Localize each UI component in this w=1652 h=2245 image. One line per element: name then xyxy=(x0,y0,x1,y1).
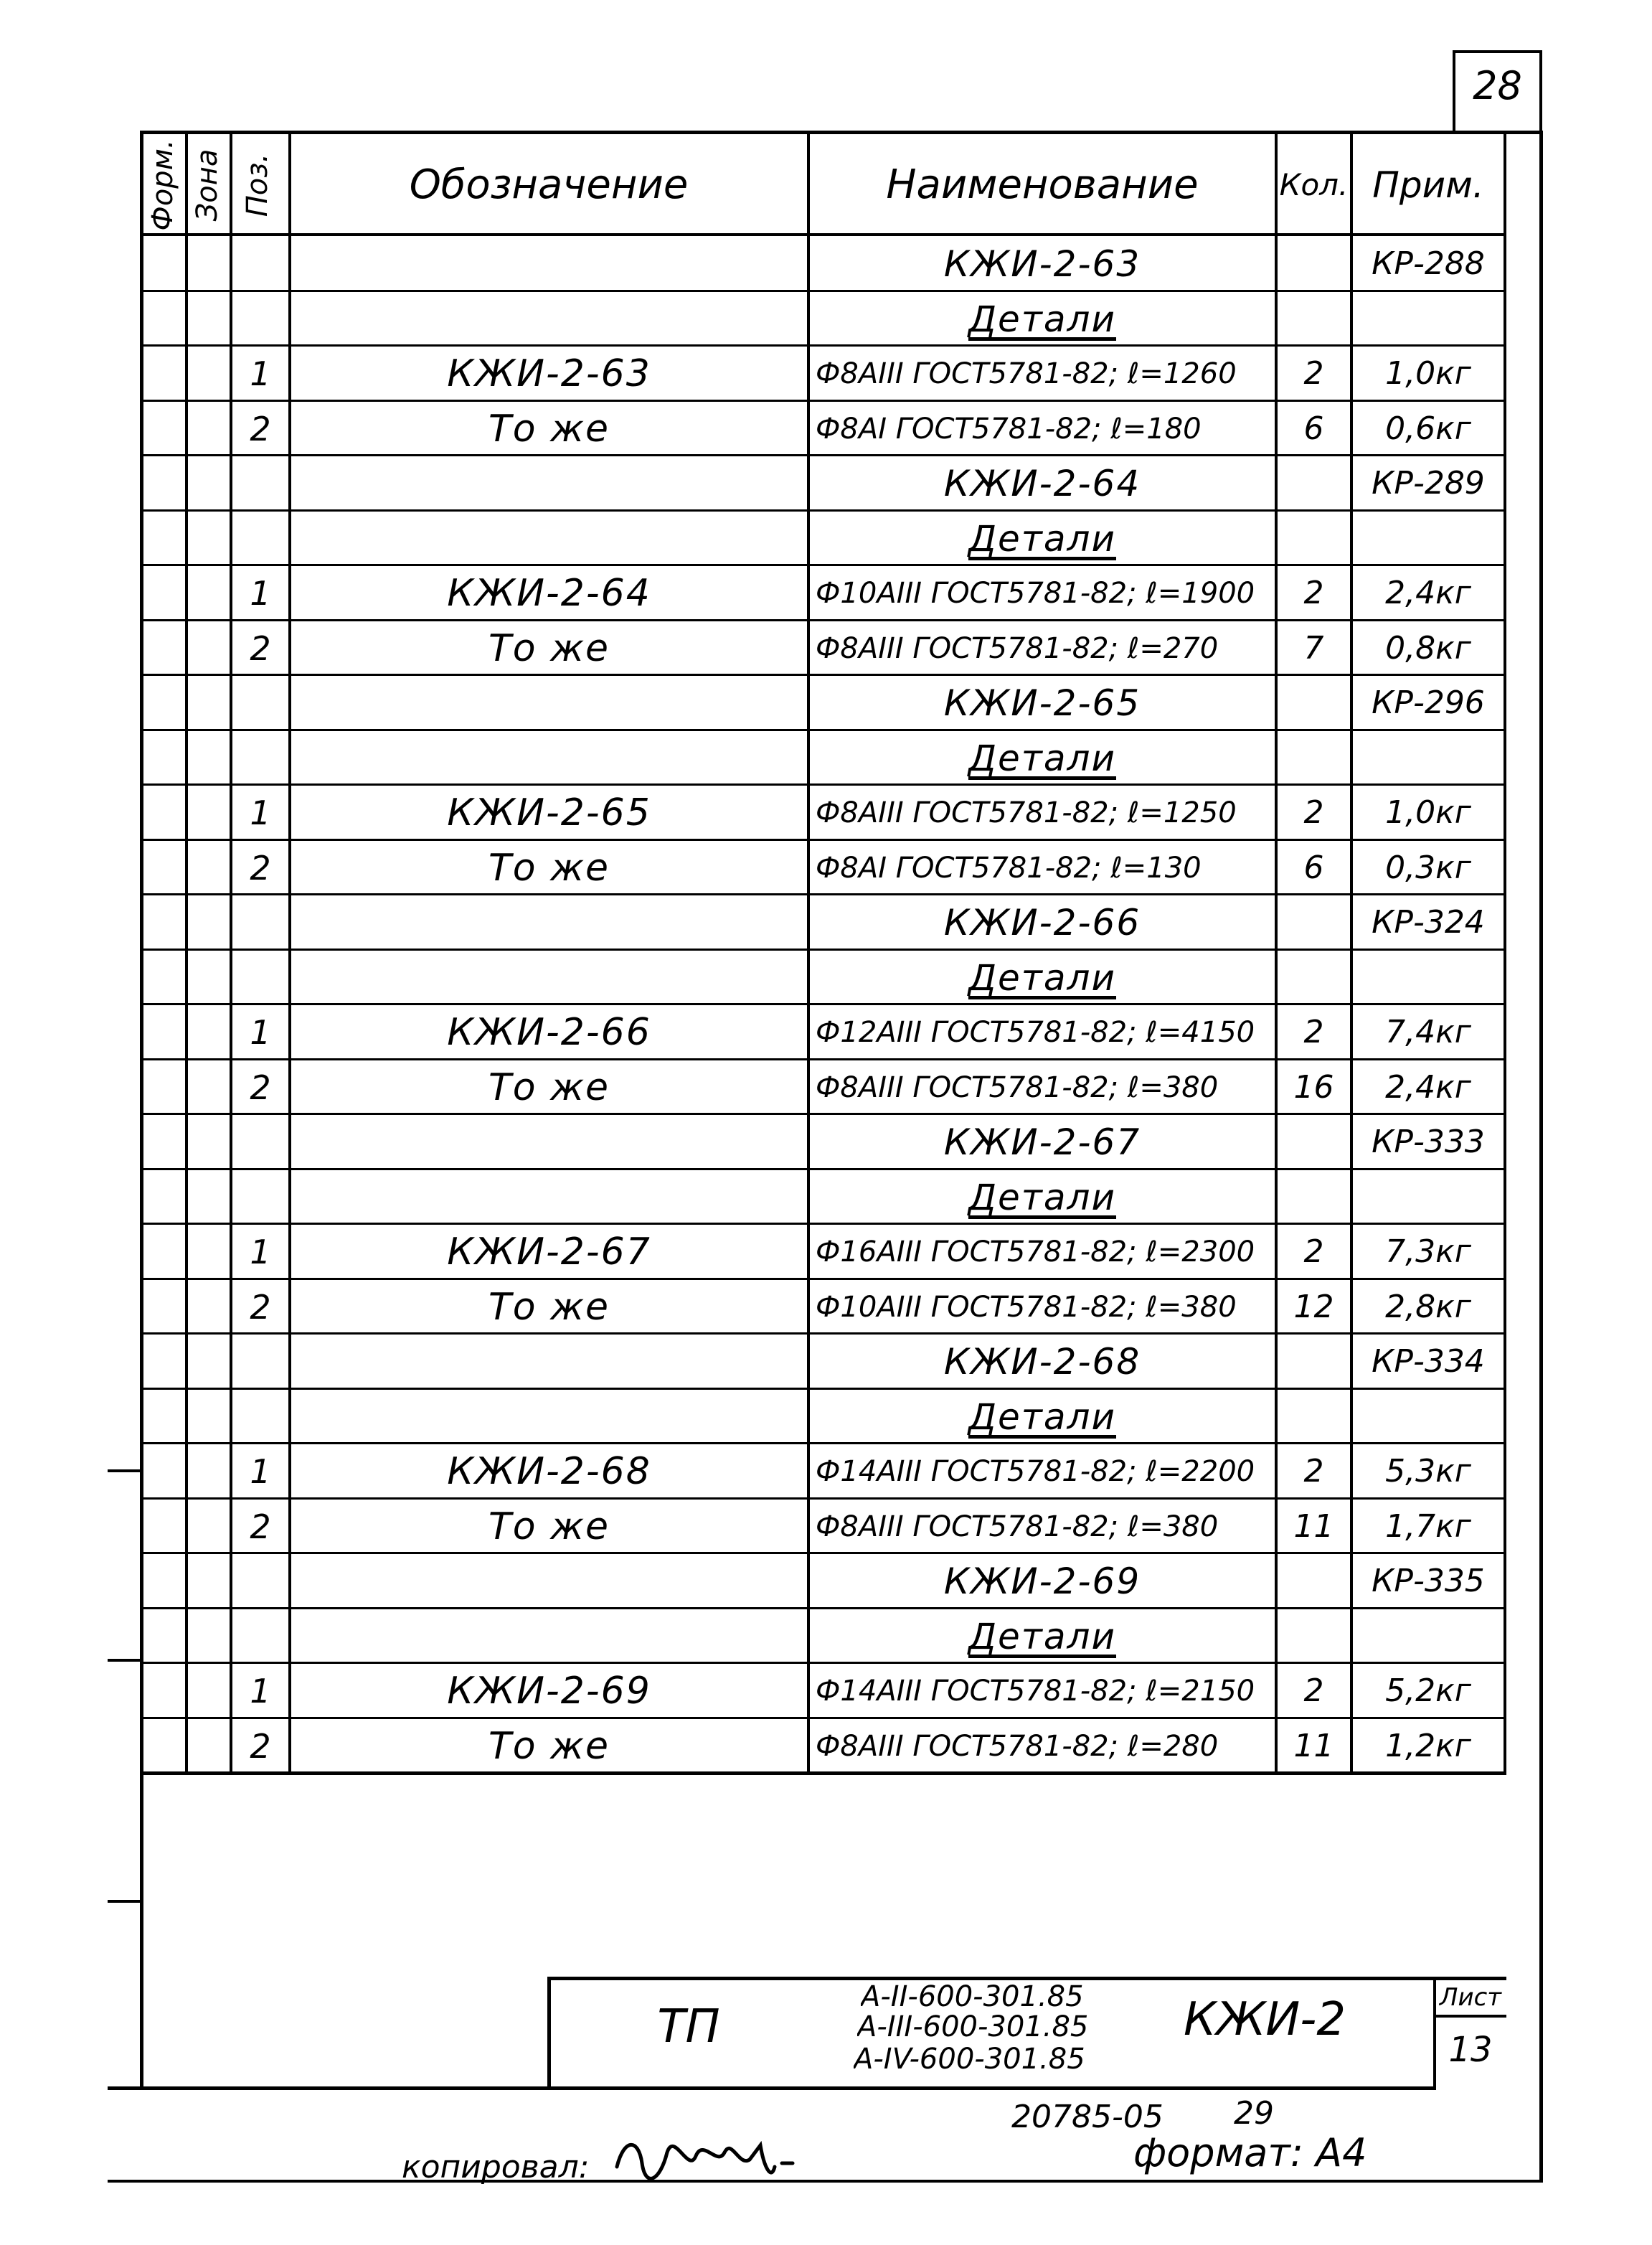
row-note: 0,3кг xyxy=(1385,849,1471,886)
row-designation: То же xyxy=(488,1065,610,1109)
row-name: Ф10АIII ГОСТ5781-82; ℓ=1900 xyxy=(816,576,1255,610)
row-quantity: 7 xyxy=(1303,630,1324,667)
row-position xyxy=(232,1389,288,1444)
row-note: 5,3кг xyxy=(1385,1453,1471,1489)
row-note: 7,3кг xyxy=(1385,1233,1471,1270)
row-assembly-title: КЖИ-2-63 xyxy=(943,243,1141,285)
header-name: Наименование xyxy=(886,161,1199,208)
row-quantity xyxy=(1278,895,1350,950)
signature-image xyxy=(610,2124,796,2188)
row-quantity: 2 xyxy=(1303,1453,1324,1489)
row-designation xyxy=(291,511,807,566)
row-quantity xyxy=(1278,1334,1350,1389)
row-quantity xyxy=(1278,511,1350,566)
row-note: 5,2кг xyxy=(1385,1672,1471,1709)
row-note: КР-289 xyxy=(1372,465,1485,502)
row-name: Ф8АIII ГОСТ5781-82; ℓ=1260 xyxy=(816,357,1237,390)
row-designation: КЖИ-2-65 xyxy=(447,791,651,834)
row-designation: КЖИ-2-68 xyxy=(447,1449,651,1493)
row-quantity: 12 xyxy=(1293,1289,1334,1325)
row-designation: То же xyxy=(488,407,610,451)
stamp-sheet-number: 13 xyxy=(1448,2030,1493,2070)
row-name: Ф14АIII ГОСТ5781-82; ℓ=2150 xyxy=(816,1674,1255,1708)
row-quantity xyxy=(1278,291,1350,347)
row-note: КР-296 xyxy=(1372,684,1485,721)
row-note: КР-324 xyxy=(1372,904,1485,941)
row-section-title: Детали xyxy=(968,1176,1117,1218)
row-designation: КЖИ-2-64 xyxy=(447,571,651,615)
row-designation: КЖИ-2-67 xyxy=(447,1230,651,1274)
row-position: 2 xyxy=(250,1507,271,1546)
row-designation: КЖИ-2-63 xyxy=(447,352,651,395)
row-name: Ф8АIII ГОСТ5781-82; ℓ=280 xyxy=(816,1729,1219,1763)
row-name: Ф8АIII ГОСТ5781-82; ℓ=270 xyxy=(816,631,1219,665)
row-quantity xyxy=(1278,675,1350,730)
row-note xyxy=(1353,291,1504,347)
row-designation: То же xyxy=(488,846,610,890)
archive-page: 29 xyxy=(1234,2094,1274,2132)
header-pos: Поз. xyxy=(241,153,274,217)
row-position: 2 xyxy=(250,409,271,448)
row-position xyxy=(232,1114,288,1169)
row-designation xyxy=(291,456,807,511)
stamp-document: КЖИ-2 xyxy=(1184,1993,1346,2046)
row-designation: То же xyxy=(488,1724,610,1768)
row-section-title: Детали xyxy=(968,298,1117,340)
stamp-sheet-label: Лист xyxy=(1439,1983,1502,2012)
row-quantity xyxy=(1278,730,1350,786)
row-name: Ф8АIII ГОСТ5781-82; ℓ=380 xyxy=(816,1510,1219,1543)
stamp-code-1: А-II-600-301.85 xyxy=(861,1980,1084,2013)
header-qty: Кол. xyxy=(1279,167,1349,202)
row-section-title: Детали xyxy=(968,1396,1117,1438)
row-quantity xyxy=(1278,236,1350,291)
row-position xyxy=(232,1169,288,1225)
row-note: 0,8кг xyxy=(1385,630,1471,667)
row-position: 2 xyxy=(250,1287,271,1327)
row-designation xyxy=(291,950,807,1005)
row-quantity: 2 xyxy=(1303,794,1324,831)
row-position: 1 xyxy=(250,1671,271,1710)
row-quantity xyxy=(1278,1609,1350,1664)
row-quantity xyxy=(1278,1389,1350,1444)
row-quantity xyxy=(1278,456,1350,511)
row-position: 1 xyxy=(250,793,271,832)
row-position xyxy=(232,950,288,1005)
row-note: 1,2кг xyxy=(1385,1728,1471,1764)
top-sheet-number: 28 xyxy=(1473,63,1522,108)
row-designation xyxy=(291,1609,807,1664)
row-designation xyxy=(291,895,807,950)
row-note xyxy=(1353,1609,1504,1664)
stamp-tp: ТП xyxy=(657,2000,720,2053)
row-quantity: 2 xyxy=(1303,355,1324,392)
row-position xyxy=(232,895,288,950)
row-position xyxy=(232,1609,288,1664)
row-quantity: 6 xyxy=(1303,849,1324,886)
row-quantity: 2 xyxy=(1303,575,1324,611)
row-assembly-title: КЖИ-2-66 xyxy=(943,901,1141,943)
frame-bottom xyxy=(108,2086,1436,2090)
header-note: Прим. xyxy=(1372,164,1484,206)
row-note xyxy=(1353,730,1504,786)
header-form: Форм. xyxy=(146,139,179,231)
format-label: формат: А4 xyxy=(1133,2129,1367,2175)
row-note: КР-334 xyxy=(1372,1343,1485,1380)
row-note: 2,8кг xyxy=(1385,1289,1471,1325)
row-section-title: Детали xyxy=(968,1615,1117,1657)
row-note xyxy=(1353,1169,1504,1225)
row-position: 1 xyxy=(250,1451,271,1491)
row-quantity: 11 xyxy=(1293,1508,1334,1545)
row-position: 2 xyxy=(250,629,271,668)
row-designation: То же xyxy=(488,1285,610,1329)
row-position xyxy=(232,291,288,347)
row-quantity: 2 xyxy=(1303,1672,1324,1709)
row-designation xyxy=(291,1169,807,1225)
row-section-title: Детали xyxy=(968,517,1117,560)
row-quantity: 2 xyxy=(1303,1014,1324,1050)
row-designation xyxy=(291,1553,807,1609)
row-position: 1 xyxy=(250,1012,271,1052)
row-section-title: Детали xyxy=(968,956,1117,999)
row-note xyxy=(1353,950,1504,1005)
row-assembly-title: КЖИ-2-67 xyxy=(943,1121,1141,1163)
row-designation xyxy=(291,236,807,291)
stamp-code-3: А-IV-600-301.85 xyxy=(854,2043,1085,2076)
row-assembly-title: КЖИ-2-64 xyxy=(943,462,1141,504)
row-position xyxy=(232,1334,288,1389)
row-assembly-title: КЖИ-2-65 xyxy=(943,682,1141,724)
row-position xyxy=(232,511,288,566)
row-note xyxy=(1353,511,1504,566)
row-quantity xyxy=(1278,1114,1350,1169)
frame-left xyxy=(140,131,143,2089)
row-position: 1 xyxy=(250,354,271,393)
row-designation xyxy=(291,1334,807,1389)
row-designation: КЖИ-2-66 xyxy=(447,1010,651,1054)
row-note: 2,4кг xyxy=(1385,1069,1471,1106)
row-designation xyxy=(291,675,807,730)
row-note: КР-333 xyxy=(1372,1124,1485,1160)
frame-top xyxy=(140,131,1542,134)
row-designation: То же xyxy=(488,626,610,670)
row-name: Ф16АIII ГОСТ5781-82; ℓ=2300 xyxy=(816,1235,1255,1269)
row-position: 2 xyxy=(250,848,271,888)
row-quantity xyxy=(1278,1169,1350,1225)
row-note: 0,6кг xyxy=(1385,410,1471,447)
row-note: 1,7кг xyxy=(1385,1508,1471,1545)
row-name: Ф14АIII ГОСТ5781-82; ℓ=2200 xyxy=(816,1454,1255,1488)
row-quantity xyxy=(1278,950,1350,1005)
row-position xyxy=(232,730,288,786)
row-position xyxy=(232,236,288,291)
row-note: 2,4кг xyxy=(1385,575,1471,611)
row-quantity: 11 xyxy=(1293,1728,1334,1764)
row-note: КР-335 xyxy=(1372,1563,1485,1599)
row-quantity xyxy=(1278,1553,1350,1609)
row-name: Ф8АIII ГОСТ5781-82; ℓ=380 xyxy=(816,1070,1219,1104)
row-position: 1 xyxy=(250,573,271,613)
header-designation: Обозначение xyxy=(409,161,689,208)
row-assembly-title: КЖИ-2-68 xyxy=(943,1340,1141,1383)
row-designation: То же xyxy=(488,1505,610,1548)
row-note: 7,4кг xyxy=(1385,1014,1471,1050)
row-name: Ф8АI ГОСТ5781-82; ℓ=130 xyxy=(816,851,1202,885)
row-position: 2 xyxy=(250,1726,271,1766)
row-designation: КЖИ-2-69 xyxy=(447,1669,651,1713)
row-name: Ф10АIII ГОСТ5781-82; ℓ=380 xyxy=(816,1290,1237,1324)
frame-right xyxy=(1539,131,1543,2183)
row-name: Ф8АI ГОСТ5781-82; ℓ=180 xyxy=(816,412,1202,446)
row-assembly-title: КЖИ-2-69 xyxy=(943,1560,1141,1602)
row-designation xyxy=(291,1114,807,1169)
row-position xyxy=(232,456,288,511)
row-position xyxy=(232,1553,288,1609)
row-designation xyxy=(291,291,807,347)
row-section-title: Детали xyxy=(968,737,1117,779)
row-position: 2 xyxy=(250,1068,271,1107)
row-quantity: 16 xyxy=(1293,1069,1334,1106)
row-note: 1,0кг xyxy=(1385,355,1471,392)
row-note: 1,0кг xyxy=(1385,794,1471,831)
header-zone: Зона xyxy=(191,149,224,222)
row-note: КР-288 xyxy=(1372,245,1485,282)
row-name: Ф8АIII ГОСТ5781-82; ℓ=1250 xyxy=(816,796,1237,829)
row-name: Ф12АIII ГОСТ5781-82; ℓ=4150 xyxy=(816,1015,1255,1049)
row-quantity: 6 xyxy=(1303,410,1324,447)
row-position xyxy=(232,675,288,730)
row-quantity: 2 xyxy=(1303,1233,1324,1270)
row-position: 1 xyxy=(250,1232,271,1271)
row-designation xyxy=(291,1389,807,1444)
row-note xyxy=(1353,1389,1504,1444)
archive-number: 20785-05 xyxy=(1011,2098,1164,2135)
row-designation xyxy=(291,730,807,786)
stamp-code-2: А-III-600-301.85 xyxy=(857,2010,1089,2043)
copied-label: копировал: xyxy=(402,2148,590,2185)
